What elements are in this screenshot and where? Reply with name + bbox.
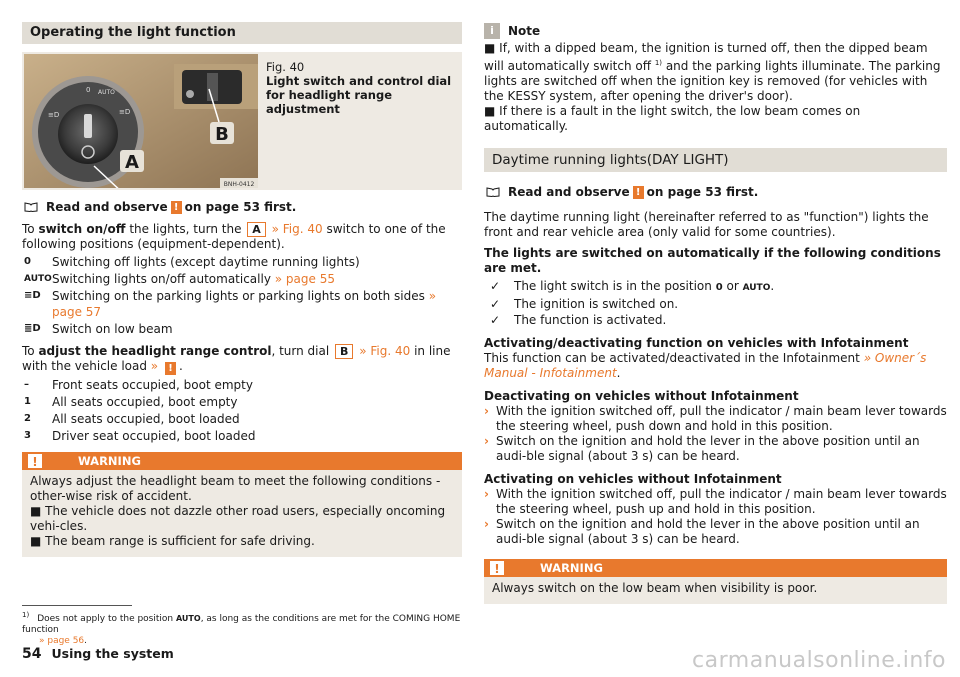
position-symbol: AUTO xyxy=(175,614,201,623)
text: The function is activated. xyxy=(514,313,667,327)
step-item xyxy=(484,404,947,434)
figure-40 xyxy=(22,52,462,190)
step-text: With the ignition switched off, pull the indicator / main beam lever towards the steering wheel, push up and hold in this position. xyxy=(496,487,947,516)
list-item xyxy=(22,377,462,393)
warning-title: WARNING xyxy=(78,454,141,468)
svg-text:≡D: ≡D xyxy=(48,111,60,119)
figure-label-a: A xyxy=(125,152,139,173)
conditions-list xyxy=(484,278,947,328)
warning-body xyxy=(22,470,462,557)
step-text: With the ignition switched off, pull the indicator / main beam lever towards the steering wheel, push down and hold in this position. xyxy=(496,404,947,433)
warning-item: ■ The vehicle does not dazzle other road users, especially oncoming vehi-cles. xyxy=(30,504,446,533)
book-icon xyxy=(24,202,38,212)
key-b-box: B xyxy=(335,344,353,359)
item-text: Switch on low beam xyxy=(52,322,173,336)
read-observe xyxy=(22,199,462,215)
position-symbol: ≡D xyxy=(24,290,41,301)
note-item: ■ If there is a fault in the light switch, the low beam comes on automatically. xyxy=(484,104,861,133)
deactivating-heading: Deactivating on vehicles without Infotainment xyxy=(484,389,799,403)
list-item xyxy=(484,278,947,296)
info-icon: i xyxy=(484,23,500,39)
step-text: Switch on the ignition and hold the lever in the above position until an audi-ble signal (about 3 s) can be heard. xyxy=(496,434,920,463)
page-number: 54 xyxy=(22,646,42,662)
warning-exclamation-icon[interactable]: ! xyxy=(165,362,176,375)
item-text: Driver seat occupied, boot loaded xyxy=(52,429,256,443)
footnote xyxy=(22,610,472,647)
range-symbol: 2 xyxy=(24,413,31,424)
check-icon: ✓ xyxy=(490,279,501,293)
text: To xyxy=(22,344,39,358)
arrow-icon: › xyxy=(484,434,489,448)
step-item xyxy=(484,434,947,464)
text: . xyxy=(770,279,775,293)
list-item xyxy=(484,296,947,312)
range-symbol: 3 xyxy=(24,430,31,441)
bold-text: adjust the headlight range control xyxy=(38,344,272,358)
figure-number: Fig. 40 xyxy=(266,60,305,74)
arrow-icon: › xyxy=(484,517,489,531)
warning-item: ■ The beam range is sufficient for safe driving. xyxy=(30,534,315,548)
right-column xyxy=(484,22,947,604)
note-item xyxy=(484,41,947,104)
page-link[interactable]: » page 55 xyxy=(274,272,335,286)
conditions-heading: The lights are switched on automatically if the following conditions are met. xyxy=(484,246,941,275)
position-symbol: AUTO xyxy=(742,283,771,293)
infotainment-text xyxy=(484,351,947,381)
page-link[interactable]: » page 56 xyxy=(39,636,85,646)
figure-caption xyxy=(266,60,456,116)
text: The ignition is switched on. xyxy=(514,297,679,311)
figure-code: BNH-0412 xyxy=(223,181,255,188)
switch-position-list xyxy=(22,254,462,337)
warning-header xyxy=(22,452,462,470)
position-symbol: ≣D xyxy=(24,323,41,334)
text: Does not apply to the position xyxy=(37,614,176,624)
book-icon xyxy=(486,187,500,197)
warning-exclamation-icon[interactable]: ! xyxy=(633,186,644,199)
warning-text: Always switch on the low beam when visibility is poor. xyxy=(492,581,818,595)
fig-40-link[interactable]: » Fig. 40 xyxy=(271,222,323,236)
key-a-box: A xyxy=(247,222,266,237)
text: the lights, turn the xyxy=(125,222,246,236)
left-column xyxy=(22,22,462,557)
list-item xyxy=(484,312,947,328)
text: in line with the vehicle load xyxy=(22,344,451,373)
text: . xyxy=(616,366,621,380)
warning-icon xyxy=(28,454,42,468)
step-item xyxy=(484,487,947,517)
list-item xyxy=(22,394,462,410)
page-footer xyxy=(22,646,174,662)
section-title-light-function: Operating the light function xyxy=(22,22,462,44)
text: , as long as the conditions are met for the COMING HOME function xyxy=(22,614,461,635)
text: This function can be activated/deactivated in the Infotainment xyxy=(484,351,864,365)
arrow-icon: › xyxy=(484,404,489,418)
position-symbol: 0 xyxy=(715,282,723,293)
warning-link[interactable]: » xyxy=(150,359,159,373)
activating-heading: Activating on vehicles without Infotainment xyxy=(484,472,782,486)
list-item xyxy=(22,411,462,427)
manual-link[interactable]: » Owner´s Manual - Infotainment xyxy=(484,351,927,380)
page-link[interactable]: » page 57 xyxy=(52,289,437,319)
item-text: Switching on the parking lights or parking lights on both sides xyxy=(52,289,429,303)
text: . xyxy=(84,636,88,646)
text: , turn dial xyxy=(271,344,334,358)
svg-text:!: ! xyxy=(32,455,38,468)
warning-body xyxy=(484,577,947,604)
range-list xyxy=(22,377,462,444)
list-item xyxy=(22,254,462,270)
fig-40-link[interactable]: » Fig. 40 xyxy=(359,344,411,358)
read-observe xyxy=(484,184,947,200)
item-text: Switching lights on/off automatically xyxy=(52,272,275,286)
watermark: carmanualsonline.info xyxy=(692,648,946,673)
range-symbol: 1 xyxy=(24,396,31,407)
warning-icon xyxy=(490,561,504,575)
position-symbol: 0 xyxy=(24,256,31,267)
warning-title: WARNING xyxy=(540,561,603,575)
chapter-title: Using the system xyxy=(51,646,174,661)
text: ■ If, with a dipped beam, the ignition is turned off, then the dipped beam will automatically switch off xyxy=(484,41,928,73)
warning-header xyxy=(484,559,947,577)
range-paragraph xyxy=(22,344,462,375)
warning-intro: Always adjust the headlight beam to meet the following conditions - other-wise risk of accident. xyxy=(30,474,441,503)
note-title: Note xyxy=(508,24,541,38)
figure-description: Light switch and control dial for headlight range adjustment xyxy=(266,74,452,116)
list-item xyxy=(22,271,462,287)
position-symbol: AUTO xyxy=(24,274,52,284)
list-item xyxy=(22,321,462,337)
note-body xyxy=(484,41,947,134)
item-text: Switching off lights (except daytime running lights) xyxy=(52,255,360,269)
item-text: All seats occupied, boot loaded xyxy=(52,412,240,426)
check-icon: ✓ xyxy=(490,297,501,311)
text: switch to one of the following positions (equipment-dependent). xyxy=(22,222,446,251)
list-item xyxy=(22,288,462,320)
svg-text:≡D: ≡D xyxy=(119,108,131,116)
check-icon: ✓ xyxy=(490,313,501,327)
footnote-ref[interactable]: 1) xyxy=(654,59,662,67)
step-item xyxy=(484,517,947,547)
figure-label-b: B xyxy=(215,124,229,145)
light-switch-photo xyxy=(24,54,258,188)
switch-paragraph xyxy=(22,222,462,252)
note-header xyxy=(484,22,947,40)
text: To xyxy=(22,222,39,236)
text: . xyxy=(178,359,183,373)
range-symbol: – xyxy=(24,379,29,390)
read-observe-prefix: Read and observe xyxy=(508,185,630,199)
warning-exclamation-icon[interactable]: ! xyxy=(171,201,182,214)
bold-text: switch on/off xyxy=(38,222,126,236)
read-observe-prefix: Read and observe xyxy=(46,200,168,214)
item-text: Front seats occupied, boot empty xyxy=(52,378,253,392)
svg-text:0: 0 xyxy=(86,86,91,94)
switch-auto-mark: AUTO xyxy=(98,89,115,96)
footnote-divider xyxy=(22,605,132,606)
read-observe-suffix: on page 53 first. xyxy=(646,185,759,199)
item-text: All seats occupied, boot empty xyxy=(52,395,238,409)
text: The light switch is in the position xyxy=(514,279,716,293)
list-item xyxy=(22,428,462,444)
step-text: Switch on the ignition and hold the lever in the above position until an audi-ble signal (about 3 s) can be heard. xyxy=(496,517,920,546)
svg-text:!: ! xyxy=(494,562,500,575)
read-observe-suffix: on page 53 first. xyxy=(184,200,297,214)
text: and the parking lights illuminate. The parking lights are switched off when the ignition key is removed (for vehicles with the KESSY system, after opening the driver's door). xyxy=(484,59,941,103)
footnote-mark: 1) xyxy=(22,611,30,619)
infotainment-heading: Activating/deactivating function on vehicles with Infotainment xyxy=(484,336,909,350)
daylight-intro: The daytime running light (hereinafter referred to as "function") lights the front and rear vehicle area (only valid for some countries). xyxy=(484,210,929,239)
text: or xyxy=(722,279,743,293)
section-title-daylight: Daytime running lights(DAY LIGHT) xyxy=(484,148,947,172)
arrow-icon: › xyxy=(484,487,489,501)
